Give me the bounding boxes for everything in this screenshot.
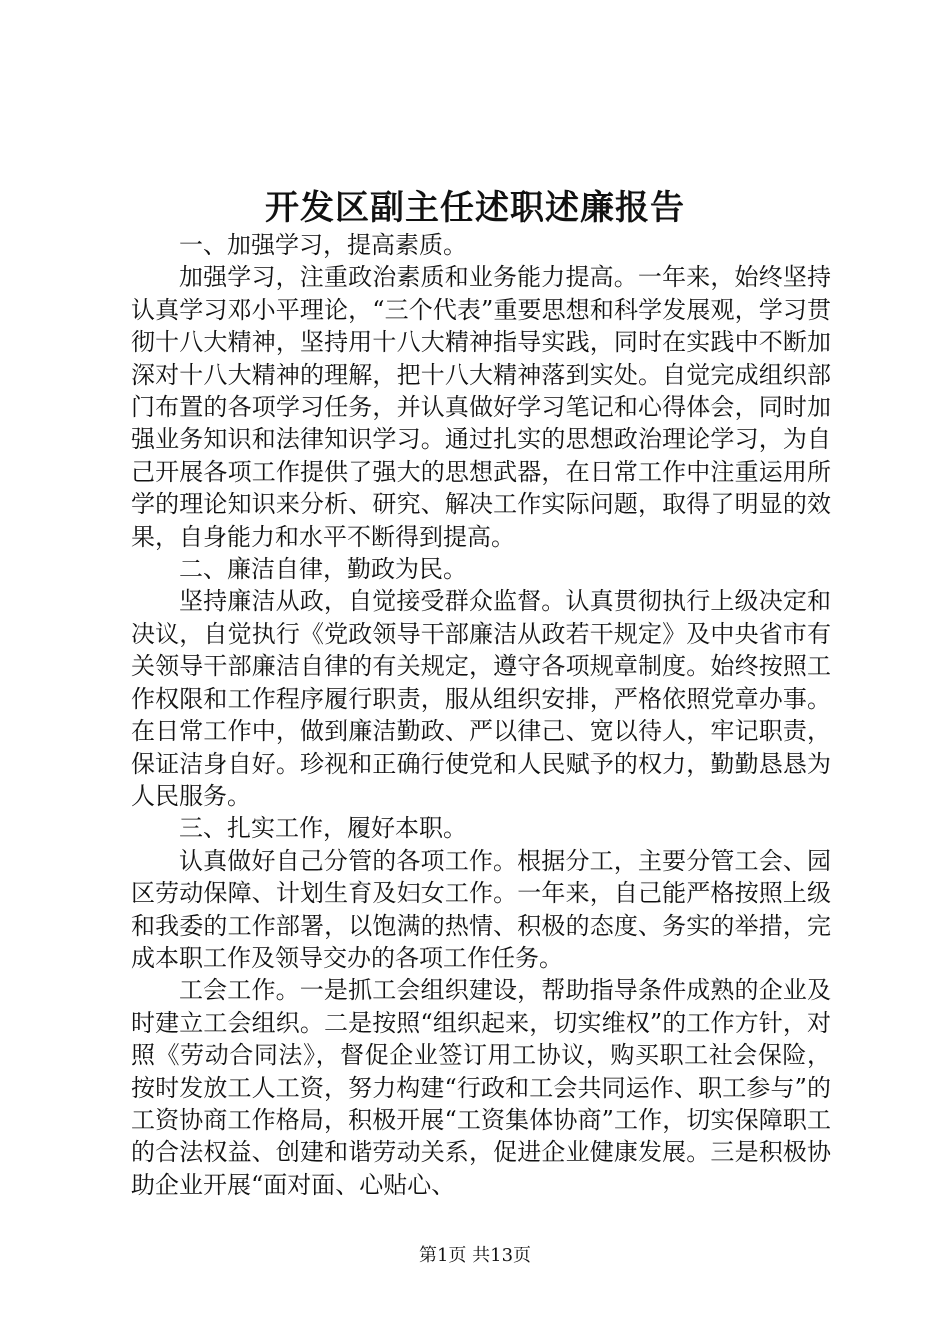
- paragraph-union-work: 工会工作。一是抓工会组织建设，帮助指导条件成熟的企业及时建立工会组织。二是按照“组织起来，切实维权”的工作方针，对照《劳动合同法》，督促企业签订用工协议，购买职工社会保险，按时发放工人工资，努力构建“行政和工会共同运作、职工参与”的工资协商工作格局，积极开展“工资集体协商”工作，切实保障职工的合法权益、创建和谐劳动关系，促进企业健康发展。三是积极协助企业开展“面对面、心贴心、: [131, 976, 831, 1199]
- paragraph-duties: 认真做好自己分管的各项工作。根据分工，主要分管工会、园区劳动保障、计划生育及妇女工作。一年来，自己能严格按照上级和我委的工作部署，以饱满的热情、积极的态度、务实的举措，完成本职工作及领导交办的各项工作任务。: [131, 846, 831, 972]
- section-heading-1: 一、加强学习，提高素质。: [179, 231, 467, 259]
- document-title: 开发区副主任述职述廉报告: [265, 188, 685, 228]
- page-number-footer: 第1页 共13页: [418, 1245, 532, 1266]
- section-heading-3: 三、扎实工作，履好本职。: [179, 814, 467, 843]
- document-body: [131, 229, 831, 1201]
- paragraph-integrity: 坚持廉洁从政，自觉接受群众监督。认真贯彻执行上级决定和决议，自觉执行《党政领导干部廉洁从政若干规定》及中央省市有关领导干部廉洁自律的有关规定，遵守各项规章制度。始终按照工作权限和工作程序履行职责，服从组织安排，严格依照党章办事。在日常工作中，做到廉洁勤政、严以律己、宽以待人，牢记职责，保证洁身自好。珍视和正确行使党和人民赋予的权力，勤勤恳恳为人民服务。: [131, 587, 831, 810]
- paragraph-study: 加强学习，注重政治素质和业务能力提高。一年来，始终坚持认真学习邓小平理论，“三个代表”重要思想和科学发展观，学习贯彻十八大精神，坚持用十八大精神指导实践，同时在实践中不断加深对十八大精神的理解，把十八大精神落到实处。自觉完成组织部门布置的各项学习任务，并认真做好学习笔记和心得体会，同时加强业务知识和法律知识学习。通过扎实的思想政治理论学习，为自己开展各项工作提供了强大的思想武器，在日常工作中注重运用所学的理论知识来分析、研究、解决工作实际问题，取得了明显的效果，自身能力和水平不断得到提高。: [131, 263, 831, 551]
- section-heading-2: 二、廉洁自律，勤政为民。: [179, 555, 467, 584]
